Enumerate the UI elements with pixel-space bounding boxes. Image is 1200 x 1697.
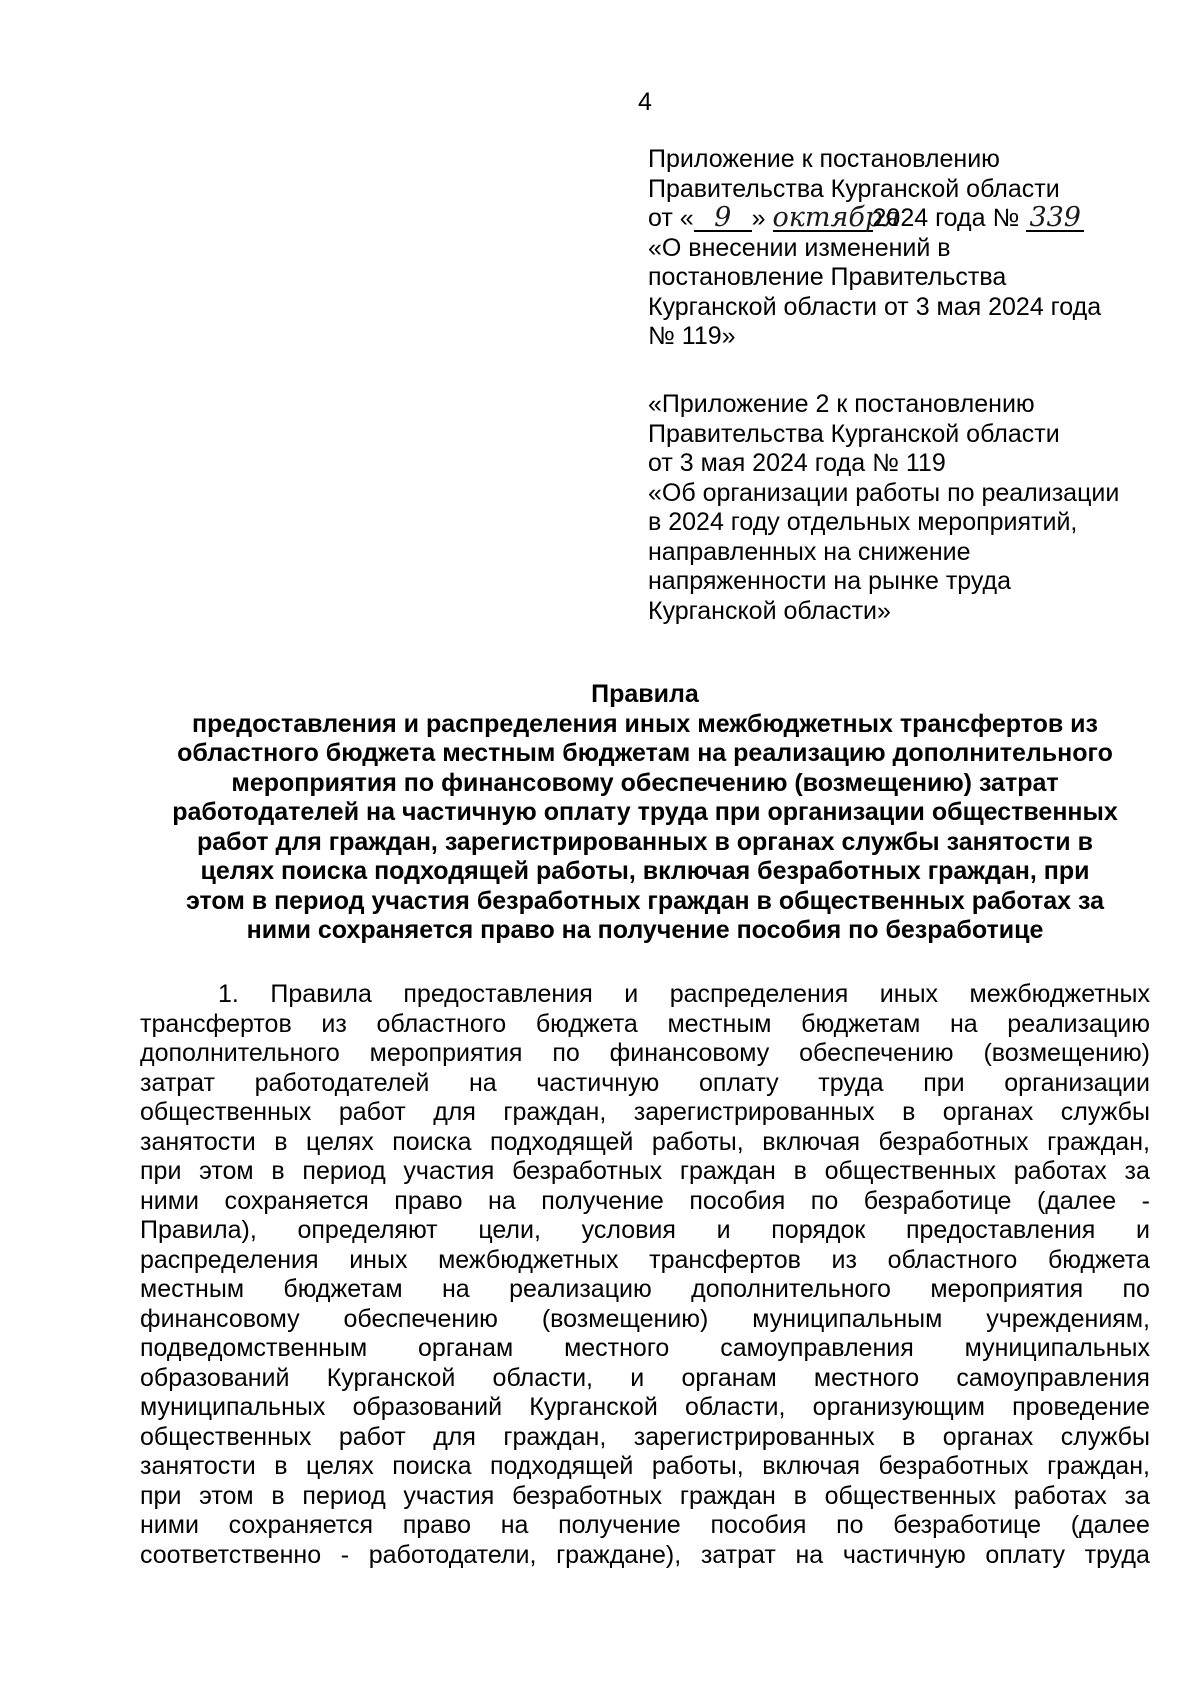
body-word: и [716,1216,731,1244]
body-word: местного [813,1363,920,1392]
body-word: получение [558,1511,681,1539]
body-word: на [949,1009,978,1038]
body-word: работодателей [254,1068,430,1097]
body-word: в [274,1127,288,1156]
body-word: межбюджетных [438,1245,619,1274]
body-word: органах [942,1422,1034,1451]
body-word: этом [199,1481,254,1510]
body-word: Правила), [140,1216,257,1244]
body-word: мероприятия [369,1039,523,1067]
body-word: на [468,1068,497,1097]
body-word: безработных [878,1452,1029,1480]
date-prefix: от « [648,204,694,232]
appendix-line: Правительства Курганской области [648,174,1060,203]
body-word: работы, [651,1127,744,1156]
body-word: по [1122,1275,1150,1303]
handwritten-day: 9 [694,206,752,232]
body-word: области, [492,1363,593,1392]
body-word: общественных [140,1098,312,1126]
appendix2-line: Курганской области» [648,596,891,625]
body-word: на [500,1511,529,1539]
body-word: по [810,1186,839,1215]
body-word: предоставления [403,980,593,1008]
body-word: занятости [140,1127,256,1156]
body-word: и [624,980,639,1008]
body-word: для [433,1422,476,1451]
appendix-subject-line: постановление Правительства [648,263,1007,291]
body-word: включая [762,1127,860,1156]
body-word: в [902,1098,916,1126]
body-line [140,1216,1150,1246]
body-word: по [836,1511,864,1539]
body-word: работ [338,1422,406,1451]
title-line: ними сохраняется право на получение пособия по безработице [246,916,1044,944]
body-word: местным [667,1009,772,1038]
body-word: из [321,1009,347,1038]
body-word: образований [352,1393,503,1421]
body-word: реализацию [509,1275,652,1303]
body-word: проведение [1012,1393,1150,1421]
body-word: порядок [771,1216,866,1244]
page-number: 4 [638,88,652,116]
body-word: участия [403,1481,495,1510]
body-word: этом [199,1157,254,1185]
body-word: трансфертов [649,1245,801,1274]
body-word: на [795,1540,824,1569]
appendix2-line: направленных на снижение [648,537,971,566]
body-line [140,1098,1150,1128]
body-word: цели, [478,1216,541,1244]
body-word: общественных [824,1481,996,1510]
body-word: (возмещению) [541,1304,709,1333]
title-line: целях поиска подходящей работы, включая безработных граждан, при [200,857,1090,885]
body-word: зарегистрированных [633,1422,875,1451]
title-line: областного бюджета местным бюджетам на реализацию дополнительного [177,739,1113,767]
body-word: службы [1060,1098,1150,1126]
body-word: дополнительного [691,1275,891,1303]
appendix2-line: в 2024 году отдельных мероприятий, [648,508,1078,536]
body-word: целях [305,1452,374,1480]
body-word: образований [140,1363,290,1392]
body-word: общественных [140,1422,312,1451]
body-word: дополнительного [140,1039,340,1067]
body-word: для [433,1098,476,1126]
body-word: работах [1013,1481,1107,1510]
body-word: зарегистрированных [633,1098,875,1126]
body-word: подведомственным [140,1334,368,1362]
body-word: период [302,1157,386,1185]
title-line: предоставления и распределения иных межбюджетных трансфертов из [192,709,1098,738]
body-word: распределения [140,1245,319,1274]
body-word: в [274,1452,288,1480]
body-word: граждан, [503,1098,607,1126]
body-word: в [902,1422,916,1451]
body-line [140,1039,1150,1069]
handwritten-month: октября [772,202,901,233]
appendix-line: Приложение к постановлению [648,145,1000,173]
body-word: граждан [679,1481,776,1510]
body-word: (далее [1070,1511,1150,1539]
body-word: в [271,1157,285,1185]
body-word: распределения [669,980,849,1008]
appendix2-line: Правительства Курганской области [648,419,1060,448]
body-word: в [271,1481,285,1510]
body-line [140,1334,1150,1364]
body-word: обеспечению [799,1039,954,1067]
title-line: работ для граждан, зарегистрированных в органах службы занятости в [197,827,1093,856]
body-line [140,1246,1150,1276]
body-word: поиска [392,1127,472,1156]
body-word: граждане), [556,1540,682,1569]
body-word: граждан, [503,1422,607,1451]
body-line [140,1511,1150,1541]
body-word: целях [305,1127,374,1156]
body-line [140,1069,1150,1099]
body-word: безработных [878,1127,1029,1156]
body-word: ними [140,1511,199,1539]
body-word: иных [349,1245,408,1274]
appendix2-line: напряженности на рынке труда [648,567,1012,595]
appendix2-line: «Приложение 2 к постановлению [648,390,1035,418]
body-line [140,1541,1150,1571]
body-word: финансовому [609,1039,770,1067]
body-line [140,1010,1150,1040]
body-word: бюджетам [801,1009,921,1038]
body-word: финансовому [140,1304,300,1333]
body-word: определяют [297,1216,438,1244]
body-word: в [793,1157,807,1185]
body-word: затрат [700,1540,776,1569]
body-word: Курганской [529,1393,658,1421]
body-word: организации [1004,1068,1150,1097]
body-word: работах [1013,1157,1107,1185]
body-word: участия [403,1157,495,1185]
body-word: труда [1084,1540,1150,1569]
document-title [140,680,1150,946]
body-word: предоставления [905,1216,1096,1244]
body-word: общественных [824,1157,996,1185]
body-word: муниципальных [140,1393,326,1421]
body-word: условия [581,1216,676,1244]
title-line: работодателей на частичную оплату труда при организации общественных [172,798,1118,826]
body-word: ними [140,1186,199,1215]
body-word: на [441,1275,470,1303]
body-word: 1. [218,980,239,1008]
body-word: сохраняется [224,1186,369,1215]
handwritten-doc-number: 339 [1026,206,1084,232]
body-line [140,1157,1150,1187]
body-word: включая [762,1452,860,1480]
body-word: частичную [536,1068,660,1097]
body-word: реализацию [1007,1009,1150,1038]
body-line [140,1393,1150,1423]
body-word: безработице [863,1186,1012,1215]
appendix-block [648,145,1168,352]
body-line [140,1128,1150,1158]
appendix2-line: от 3 мая 2024 года № 119 [648,449,946,477]
body-line [140,1305,1150,1335]
body-line [140,1187,1150,1217]
body-word: сохраняется [228,1511,373,1539]
title-line: этом в период участия безработных граждан в общественных работах за [185,886,1105,915]
appendix2-block [648,390,1168,626]
body-line [140,980,1150,1010]
body-word: - [340,1540,350,1569]
body-line [140,1275,1150,1305]
body-word: граждан, [1047,1452,1150,1480]
body-word: муниципальным [752,1304,943,1333]
body-word: (возмещению) [983,1039,1150,1067]
body-word: работ [338,1098,406,1126]
body-word: самоуправления [956,1363,1150,1392]
body-word: межбюджетных [969,980,1150,1008]
body-word: период [302,1481,386,1510]
body-word: организующим [812,1393,985,1421]
body-word: областного [376,1009,507,1038]
body-word: службы [1060,1422,1150,1451]
body-word: иных [879,980,939,1008]
appendix2-line: «Об организации работы по реализации [648,478,1120,507]
body-word: граждан, [1047,1127,1150,1156]
body-word: частичную [842,1540,966,1569]
body-word: и [1136,1216,1150,1244]
body-word: подходящей [490,1452,634,1480]
body-word: затрат [140,1068,215,1097]
appendix-subject-line: «О внесении изменений в [648,233,951,262]
body-line [140,1364,1150,1394]
body-word: местного [564,1334,670,1362]
appendix-date-line [648,204,1168,234]
body-word: пособия [710,1511,807,1539]
body-word: муниципальных [964,1334,1150,1362]
body-word: граждан [679,1157,776,1185]
body-word: пособия [689,1186,786,1215]
body-word: оплату [985,1540,1066,1569]
body-word: - [1141,1186,1150,1215]
body-word: при [140,1157,182,1185]
body-word: Курганской [326,1363,456,1392]
body-word: органах [942,1098,1034,1126]
body-word: на [488,1186,516,1215]
title-heading: Правила [591,680,699,708]
body-word: право [394,1186,463,1215]
appendix-subject-line: № 119» [648,322,736,350]
body-word: в [793,1481,807,1510]
date-year: 2024 года № [872,204,1020,232]
body-word: труда [818,1068,884,1097]
body-word: из [831,1245,857,1274]
body-word: при [923,1068,965,1097]
body-word: за [1124,1481,1150,1510]
body-word: бюджета [535,1009,638,1038]
date-mid: » [751,204,766,232]
body-line [140,1423,1150,1453]
body-word: безработных [512,1157,663,1185]
body-word: самоуправления [720,1334,914,1362]
body-word: работы, [651,1452,744,1480]
body-word: при [140,1481,182,1510]
body-word: органам [681,1363,777,1392]
body-word: бюджета [1047,1245,1150,1274]
body-paragraph [140,980,1150,1570]
body-word: областного [887,1245,1018,1274]
body-word: соответственно [140,1540,322,1569]
body-word: обеспечению [343,1304,498,1333]
body-word: безработице [893,1511,1041,1539]
appendix-subject-line: Курганской области от 3 мая 2024 года [648,292,1102,321]
body-word: право [402,1511,471,1539]
body-word: получение [541,1186,664,1215]
body-word: учреждениям, [986,1304,1150,1333]
body-line [140,1452,1150,1482]
body-word: работодатели, [368,1540,537,1569]
body-word: подходящей [490,1127,634,1156]
body-word: по [552,1039,580,1067]
body-word: поиска [392,1452,472,1480]
body-word: за [1124,1157,1150,1185]
body-word: бюджетам [283,1275,403,1303]
body-word: (далее [1036,1186,1117,1215]
body-word: мероприятия [930,1275,1084,1303]
body-line [140,1482,1150,1512]
body-word: органам [418,1334,514,1362]
body-word: местным [140,1275,245,1303]
title-line: мероприятия по финансовому обеспечению (возмещению) затрат [231,768,1059,797]
body-word: оплату [698,1068,779,1097]
body-word: трансфертов [140,1009,292,1038]
body-word: безработных [512,1481,663,1510]
body-word: занятости [140,1452,256,1480]
body-word: и [630,1363,645,1392]
body-word: Правила [270,980,372,1008]
body-word: области, [685,1393,786,1421]
